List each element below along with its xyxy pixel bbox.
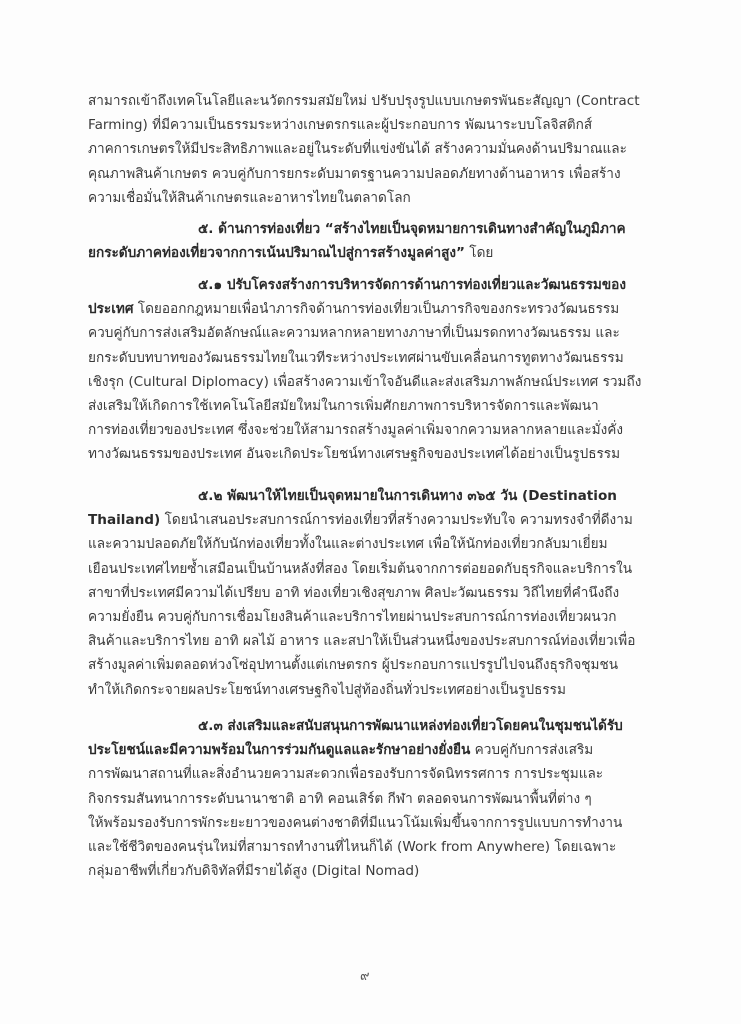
subsection-heading-cont: Thailand) <box>88 512 161 529</box>
section-heading-line: ๕. ด้านการท่องเที่ยว “สร้างไทยเป็นจุดหมายการเดินทางสำคัญในภูมิภาค <box>198 221 626 237</box>
text-line: และความปลอดภัยให้กับนักท่องเที่ยวทั้งในและต่างประเทศ เพื่อให้นักท่องเที่ยวกลับมาเยี่ยม <box>88 536 608 553</box>
subsection-heading-cont: ประเทศ <box>88 301 134 318</box>
text-line: กิจกรรมสันทนาการระดับนานาชาติ อาทิ คอนเสิร์ต กีฬา ตลอดจนการพัฒนาพื้นที่ต่าง ๆ <box>88 790 592 807</box>
text-line: เยือนประเทศไทยซ้ำเสมือนเป็นบ้านหลังที่สอง โดยเริ่มต้นจากการต่อยอดกับธุรกิจและบริการใน <box>88 560 633 577</box>
text-line: ให้พร้อมรองรับการพักระยะยาวของคนต่างชาติที่มีแนวโน้มเพิ่มขึ้นจากการรูปแบบการทำงาน <box>88 814 623 831</box>
section-5-1 <box>88 273 674 467</box>
text-line: ยกระดับบทบาทของวัฒนธรรมไทยในเวทีระหว่างประเทศผ่านขับเคลื่อนการทูตทางวัฒนธรรม <box>88 349 624 366</box>
text-line: สามารถเข้าถึงเทคโนโลยีและนวัตกรรมสมัยใหม่ ปรับปรุงรูปแบบเกษตรพันธะสัญญา (Contract <box>88 93 640 109</box>
page-number: ๙ <box>360 969 370 984</box>
text-line: สร้างมูลค่าเพิ่มตลอดห่วงโซ่อุปทานตั้งแต่เกษตรกร ผู้ประกอบการแปรรูปไปจนถึงธุรกิจชุมชน <box>88 657 619 674</box>
text-line: ภาคการเกษตรให้มีประสิทธิภาพและอยู่ในระดับที่แข่งขันได้ สร้างความมั่นคงด้านปริมาณและ <box>88 141 627 158</box>
text-line: เชิงรุก (Cultural Diplomacy) เพื่อสร้างความเข้าใจอันดีและส่งเสริมภาพลักษณ์ประเทศ รวมถึง <box>88 373 642 390</box>
subsection-heading-cont: ประโยชน์และมีความพร้อมในการร่วมกันดูแลและรักษาอย่างยั่งยืน <box>88 742 471 759</box>
section-5-3 <box>88 714 674 883</box>
text-line: สาขาที่ประเทศมีความได้เปรียบ อาทิ ท่องเที่ยวเชิงสุขภาพ ศิลปะวัฒนธรรม วิถีไทยที่คำนึงถึง <box>88 584 620 601</box>
text-line: โดย <box>464 245 494 262</box>
section-5-2 <box>88 484 674 702</box>
text-line: ทำให้เกิดกระจายผลประโยชน์ทางเศรษฐกิจไปสู่ท้องถิ่นทั่วประเทศอย่างเป็นรูปธรรม <box>88 681 566 698</box>
section-heading-line: ยกระดับภาคท่องเที่ยวจากการเน้นปริมาณไปสู่การสร้างมูลค่าสูง” <box>88 245 465 262</box>
subsection-heading: ๕.๒ พัฒนาให้ไทยเป็นจุดหมายในการเดินทาง ๓๖๕ วัน (Destination <box>198 488 617 504</box>
text-line: สินค้าและบริการไทย อาทิ ผลไม้ อาหาร และสปาให้เป็นส่วนหนึ่งของประสบการณ์ท่องเที่ยวเพื่อ <box>88 633 636 650</box>
subsection-heading: ๕.๓ ส่งเสริมและสนับสนุนการพัฒนาแหล่งท่องเที่ยวโดยคนในชุมชนได้รับ <box>198 718 623 734</box>
text-line: กลุ่มอาชีพที่เกี่ยวกับดิจิทัลที่มีรายได้สูง (Digital Nomad) <box>88 863 420 880</box>
text-line: Farming) ที่มีความเป็นธรรมระหว่างเกษตรกรและผู้ประกอบการ พัฒนาระบบโลจิสติกส์ <box>88 117 593 134</box>
text-line: ส่งเสริมให้เกิดการใช้เทคโนโลยีสมัยใหม่ในการเพิ่มศักยภาพการบริหารจัดการและพัฒนา <box>88 398 599 415</box>
text-line: การท่องเที่ยวของประเทศ ซึ่งจะช่วยให้สามารถสร้างมูลค่าเพิ่มจากความหลากหลายและมั่งคั่ง <box>88 422 623 439</box>
text-line: และใช้ชีวิตของคนรุ่นใหม่ที่สามารถทำงานที่ไหนก็ได้ (Work from Anywhere) โดยเฉพาะ <box>88 839 617 856</box>
text-line: ทางวัฒนธรรมของประเทศ อันจะเกิดประโยชน์ทางเศรษฐกิจของประเทศได้อย่างเป็นรูปธรรม <box>88 446 621 463</box>
text-line: การพัฒนาสถานที่และสิ่งอำนวยความสะดวกเพื่อรองรับการจัดนิทรรศการ การประชุมและ <box>88 766 604 783</box>
subsection-heading: ๕.๑ ปรับโครงสร้างการบริหารจัดการด้านการท่องเที่ยวและวัฒนธรรมของ <box>198 277 626 293</box>
text-line: โดยนำเสนอประสบการณ์การท่องเที่ยวที่สร้างความประทับใจ ความทรงจำที่ดีงาม <box>160 512 633 529</box>
text-line: ควบคู่กับการส่งเสริม <box>470 742 594 759</box>
text-line: ความยั่งยืน ควบคู่กับการเชื่อมโยงสินค้าและบริการไทยผ่านประสบการณ์การท่องเที่ยวผนวก <box>88 609 617 626</box>
text-line: ความเชื่อมั่นให้สินค้าเกษตรและอาหารไทยในตลาดโลก <box>88 189 411 206</box>
text-line: โดยออกกฎหมายเพื่อนำภารกิจด้านการท่องเที่ยวเป็นภารกิจของกระทรวงวัฒนธรรม <box>133 301 620 318</box>
section-5-heading <box>88 217 674 265</box>
text-line: ควบคู่กับการส่งเสริมอัตลักษณ์และความหลากหลายทางภาษาที่เป็นมรดกทางวัฒนธรรม และ <box>88 325 620 342</box>
text-line: คุณภาพสินค้าเกษตร ควบคู่กับการยกระดับมาตรฐานความปลอดภัยทางด้านอาหาร เพื่อสร้าง <box>88 165 621 182</box>
intro-paragraph <box>88 89 674 210</box>
